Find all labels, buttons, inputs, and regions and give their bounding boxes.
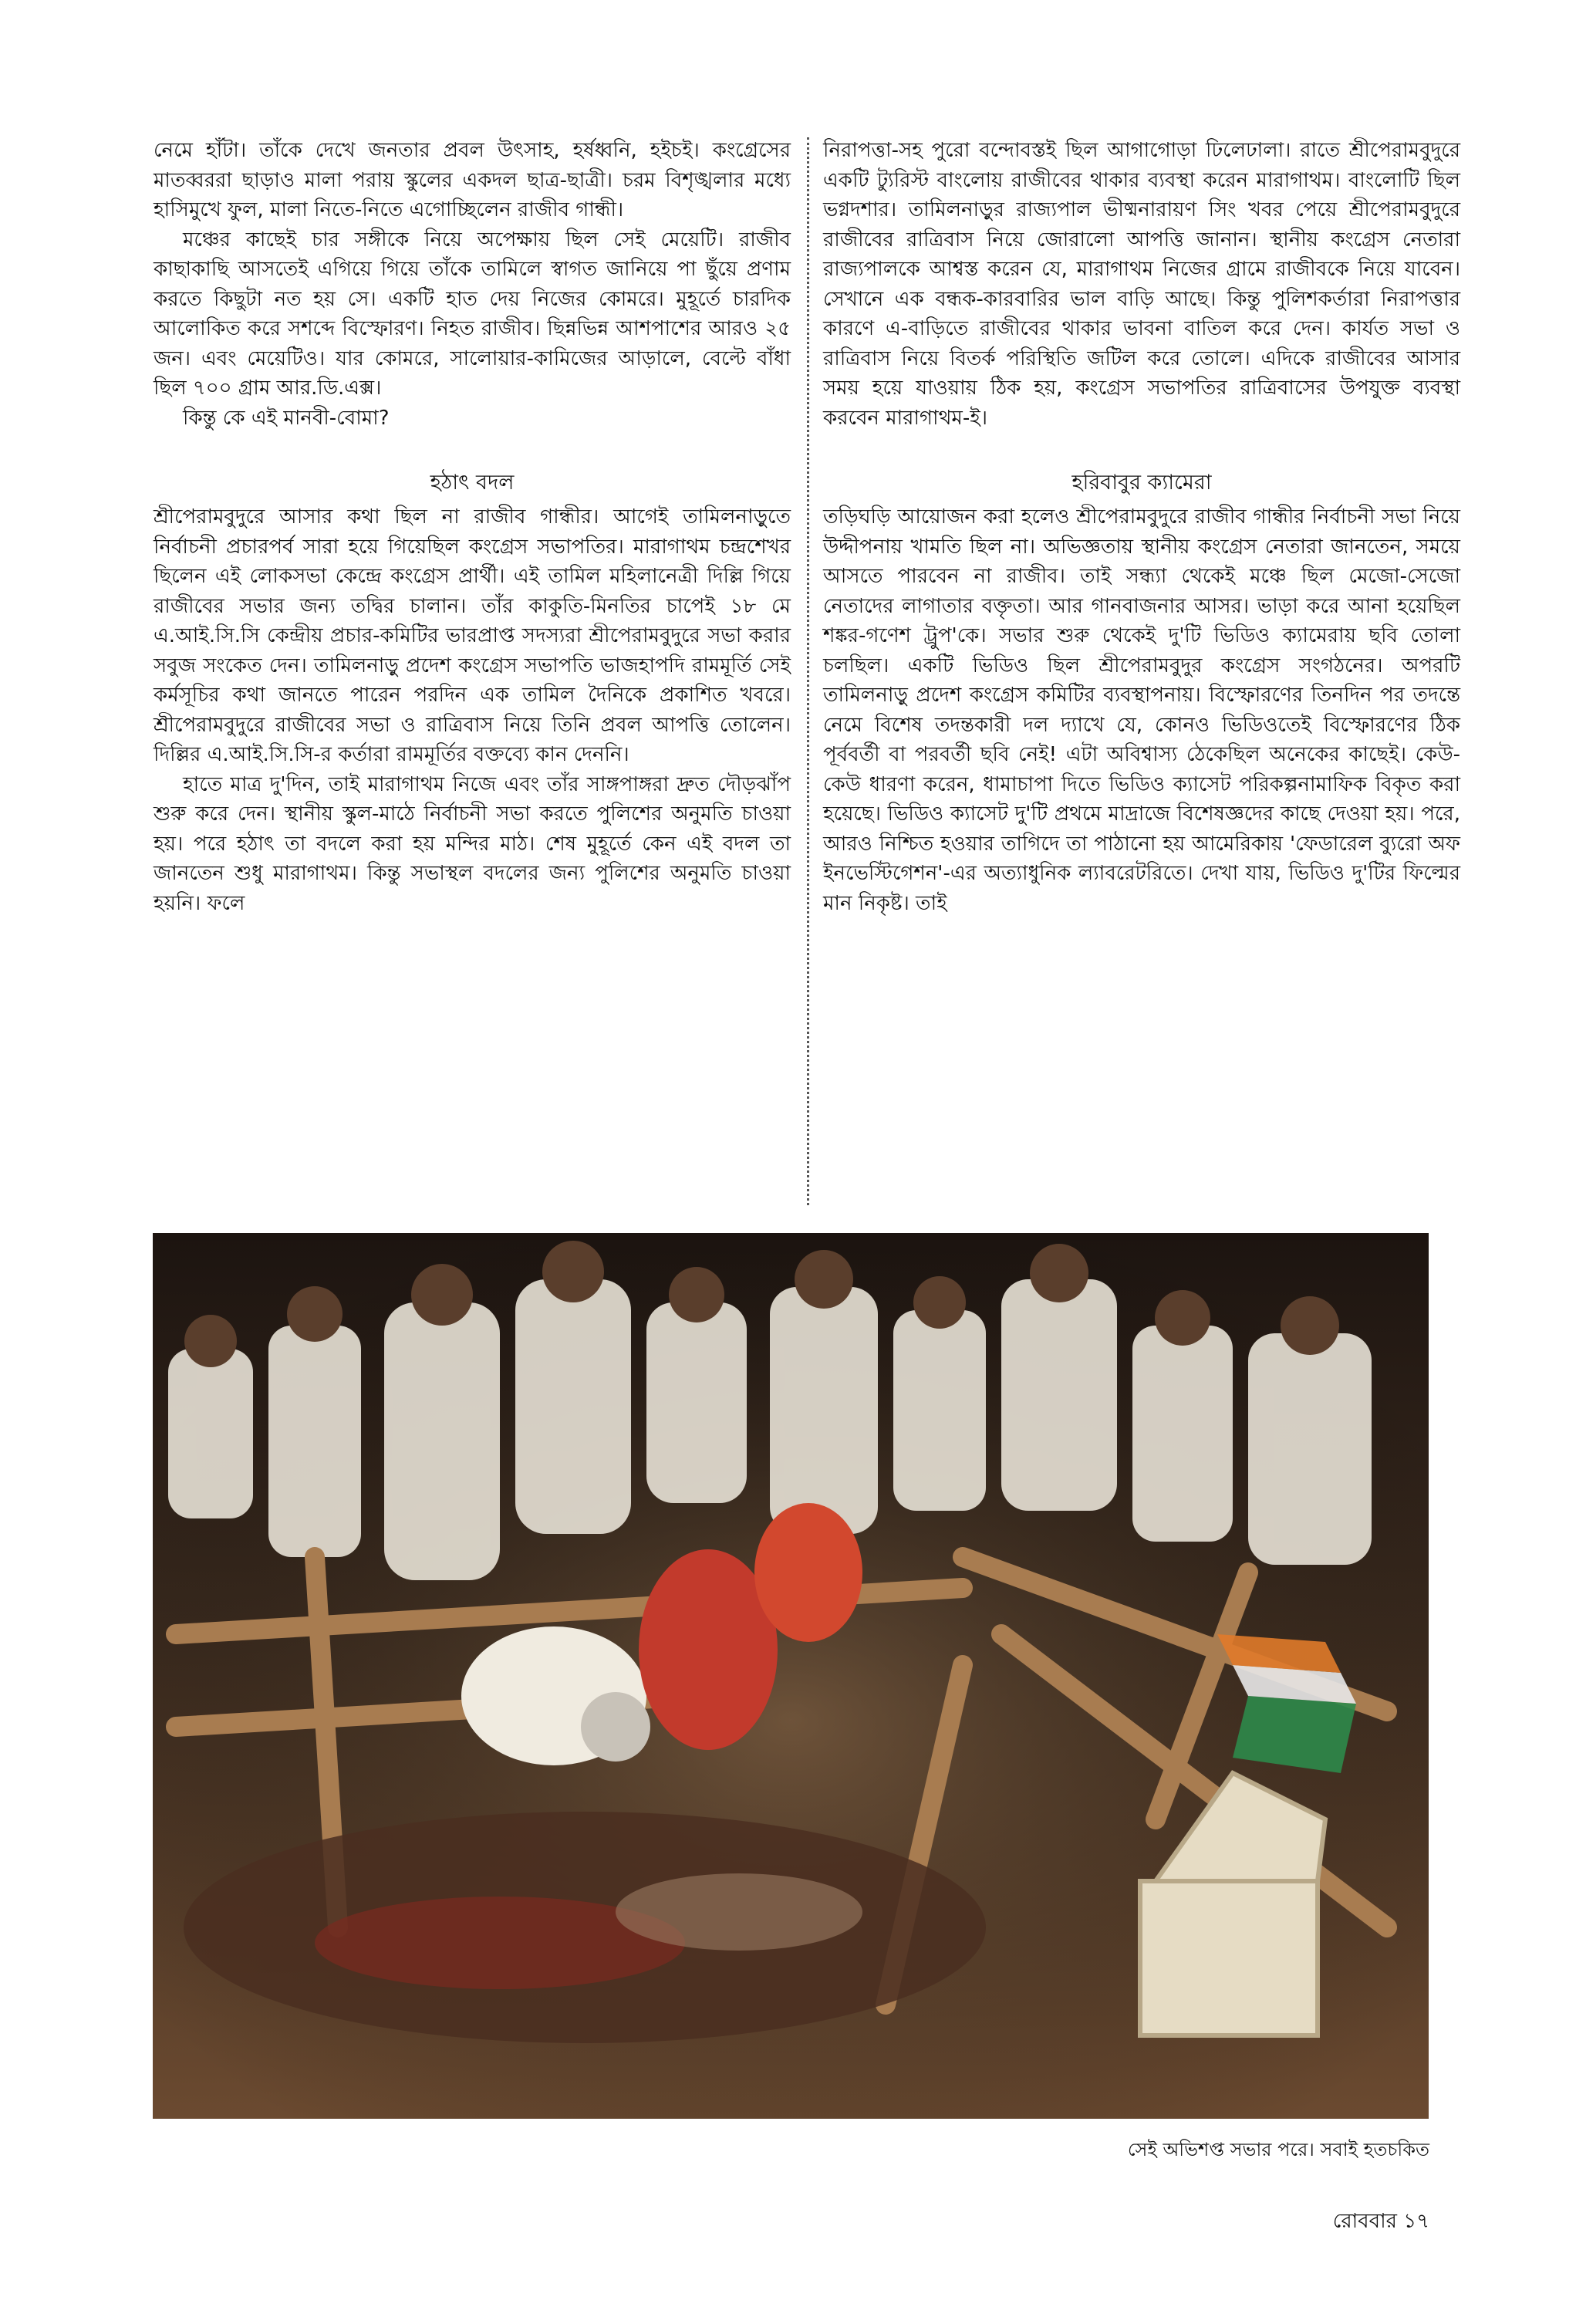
right-column: [823, 136, 1460, 918]
body-paragraph: মঞ্চের কাছেই চার সঙ্গীকে নিয়ে অপেক্ষায় ছিল সেই মেয়েটি। রাজীব কাছাকাছি আসতেই এগিয়ে গিয়ে তাঁকে তামিলে স্বাগত জানিয়ে পা ছুঁয়ে প্রণাম করতে কিছুটা নত হয় সে। একটি হাত দেয় নিজের কোমরে। মুহূর্তে চারদিক আলোকিত করে সশব্দে বিস্ফোরণ। নিহত রাজীব। ছিন্নভিন্ন আশপাশের আরও ২৫ জন। এবং মেয়েটিও। যার কোমরে, সালোয়ার-কামিজের আড়ালে, বেল্টে বাঁধা ছিল ৭০০ গ্রাম আর.ডি.এক্স।: [154, 228, 791, 400]
body-paragraph: নিরাপত্তা-সহ পুরো বন্দোবস্তই ছিল আগাগোড়া ঢিলেঢালা। রাতে শ্রীপেরামবুদুরে একটি ট্যুরিস্ট বাংলোয় রাজীবের থাকার ব্যবস্থা করেন মারাগাথম। বাংলোটি ছিল ভগ্নদশার। তামিলনাড়ুর রাজ্যপাল ভীষ্মনারায়ণ সিং খবর পেয়ে শ্রীপেরামবুদুরে রাজীবের রাত্রিবাস নিয়ে জোরালো আপত্তি জানান। স্থানীয় কংগ্রেস নেতারা রাজ্যপালকে আশ্বস্ত করেন যে, মারাগাথম নিজের গ্রামে রাজীবকে নিয়ে যাবেন। সেখানে এক বন্ধক-কারবারির ভাল বাড়ি আছে। কিন্তু পুলিশকর্তারা নিরাপত্তার কারণে এ-বাড়িতে রাজীবের থাকার ভাবনা বাতিল করে দেন। কার্যত সভা ও রাত্রিবাস নিয়ে বিতর্ক পরিস্থিতি জটিল করে তোলে। এদিকে রাজীবের আসার সময় হয়ে যাওয়ায় ঠিক হয়, কংগ্রেস সভাপতির রাত্রিবাসের উপযুক্ত ব্যবস্থা করবেন মারাগাথম-ই।: [823, 139, 1460, 430]
section-heading: হরিবাবুর ক্যামেরা: [1071, 471, 1212, 495]
body-paragraph: নেমে হাঁটা। তাঁকে দেখে জনতার প্রবল উৎসাহ, হর্ষধ্বনি, হইচই। কংগ্রেসের মাতব্বররা ছাড়াও মালা পরায় স্কুলের একদল ছাত্র-ছাত্রী। চরম বিশৃঙ্খলার মধ্যে হাসিমুখে ফুল, মালা নিতে-নিতে এগোচ্ছিলেন রাজীব গান্ধী।: [154, 139, 791, 221]
page-folio: রোববার ১৭: [1332, 2210, 1429, 2233]
section-heading: হঠাৎ বদল: [430, 471, 515, 495]
left-column: [154, 136, 791, 918]
body-paragraph: শ্রীপেরামবুদুরে আসার কথা ছিল না রাজীব গান্ধীর। আগেই তামিলনাড়ুতে নির্বাচনী প্রচারপর্ব সারা হয়ে গিয়েছিল কংগ্রেস সভাপতির। মারাগাথম চন্দ্রশেখর ছিলেন এই লোকসভা কেন্দ্রে কংগ্রেস প্রার্থী। এই তামিল মহিলানেত্রী দিল্লি গিয়ে রাজীবের সভার জন্য তদ্বির চালান। তাঁর কাকুতি-মিনতির চাপেই ১৮ মে এ.আই.সি.সি কেন্দ্রীয় প্রচার-কমিটির ভারপ্রাপ্ত সদস্যরা শ্রীপেরামবুদুরে সভা করার সবুজ সংকেত দেন। তামিলনাড়ু প্রদেশ কংগ্রেস সভাপতি ভাজহাপদি রামমূর্তি সেই কর্মসূচির কথা জানতে পারেন পরদিন এক তামিল দৈনিকে প্রকাশিত খবরে। শ্রীপেরামবুদুরে রাজীবের সভা ও রাত্রিবাস নিয়ে তিনি প্রবল আপত্তি তোলেন। দিল্লির এ.আই.সি.সি-র কর্তারা রামমূর্তির বক্তব্যে কান দেননি।: [154, 505, 791, 766]
body-paragraph: হাতে মাত্র দু'দিন, তাই মারাগাথম নিজে এবং তাঁর সাঙ্গপাঙ্গরা দ্রুত দৌড়ঝাঁপ শুরু করে দেন। স্থানীয় স্কুল-মাঠে নির্বাচনী সভা করতে পুলিশের অনুমতি চাওয়া হয়। পরে হঠাৎ তা বদলে করা হয় মন্দির মাঠ। শেষ মুহূর্তে কেন এই বদল তা জানতেন শুধু মারাগাথম। কিন্তু সভাস্থল বদলের জন্য পুলিশের অনুমতি চাওয়া হয়নি। ফলে: [154, 772, 791, 915]
photo-caption: সেই অভিশপ্ত সভার পরে। সবাই হতচকিত: [1127, 2139, 1429, 2160]
body-paragraph: তড়িঘড়ি আয়োজন করা হলেও শ্রীপেরামবুদুরে রাজীব গান্ধীর নির্বাচনী সভা নিয়ে উদ্দীপনায় খামতি ছিল না। অভিজ্ঞতায় স্থানীয় কংগ্রেস নেতারা জানতেন, সময়ে আসতে পারবেন না রাজীব। তাই সন্ধ্যা থেকেই মঞ্চে ছিল মেজো-সেজো নেতাদের লাগাতার বক্তৃতা। আর গানবাজনার আসর। ভাড়া করে আনা হয়েছিল শঙ্কর-গণেশ ট্রুপ'কে। সভার শুরু থেকেই দু'টি ভিডিও ক্যামেরায় ছবি তোলা চলছিল। একটি ভিডিও ছিল শ্রীপেরামবুদুর কংগ্রেস সংগঠনের। অপরটি তামিলনাড়ু প্রদেশ কংগ্রেস কমিটির ব্যবস্থাপনায়। বিস্ফোরণের তিনদিন পর তদন্তে নেমে বিশেষ তদন্তকারী দল দ্যাখে যে, কোনও ভিডিওতেই বিস্ফোরণের ঠিক পূর্ববর্তী বা পরবর্তী ছবি নেই! এটা অবিশ্বাস্য ঠেকেছিল অনেকের কাছেই। কেউ-কেউ ধারণা করেন, ধামাচাপা দিতে ভিডিও ক্যাসেট পরিকল্পনামাফিক বিকৃত করা হয়েছে। ভিডিও ক্যাসেট দু'টি প্রথমে মাদ্রাজে বিশেষজ্ঞদের কাছে দেওয়া হয়। পরে, আরও নিশ্চিত হওয়ার তাগিদে তা পাঠানো হয় আমেরিকায় 'ফেডারেল ব্যুরো অফ ইনভেস্টিগেশন'-এর অত্যাধুনিক ল্যাবরেটরিতে। দেখা যায়, ভিডিও দু'টির ফিল্মের মান নিকৃষ্ট। তাই: [823, 505, 1460, 915]
column-divider: [807, 137, 809, 1205]
news-photo: [153, 1233, 1429, 2119]
photo-illustration: [153, 1233, 1429, 2119]
body-paragraph: কিন্তু কে এই মানবী-বোমা?: [183, 406, 390, 430]
